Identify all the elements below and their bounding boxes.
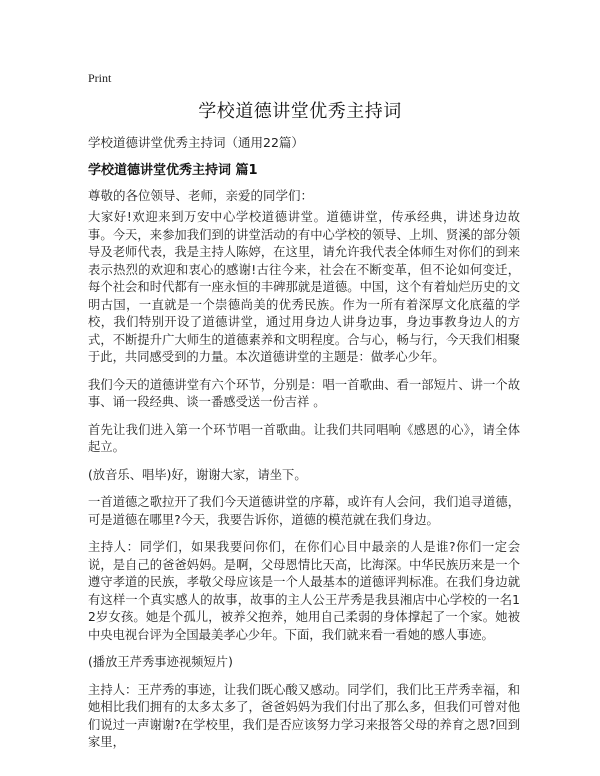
- paragraph: 大家好!欢迎来到万安中心学校道德讲堂。道德讲堂，传承经典，讲述身边故事。今天，来参加我们到的讲堂活动的有中心学校的领导、上圳、贤溪的部分领导及老师代表，我是主持人陈婷，在这里，请允许我代表全体师生对你们的到来表示热烈的欢迎和衷心的感谢!古往今来，社会在不断变革，但不论如何变迁，每个社会和时代都有一座永恒的丰碑那就是道德。中国，这个有着灿烂历史的文明古国，一直就是一个崇德尚美的优秀民族。作为一所有着深厚文化底蕴的学校，我们特别开设了道德讲堂，通过用身边人讲身边事，身边事教身边人的方式，不断提升广大师生的道德素养和文明程度。合与心，畅与行，今天我们相聚于此，共同感受到的力量。本次道德讲堂的主题是：做孝心少年。: [88, 210, 520, 364]
- paragraph: 一首道德之歌拉开了我们今天道德讲堂的序幕，或许有人会问，我们追寻道德，可是道德在哪里?今天，我要告诉你，道德的模范就在我们身边。: [88, 495, 520, 527]
- paragraph: (放音乐、唱毕)好，谢谢大家，请坐下。: [88, 467, 307, 482]
- paragraph: 首先让我们进入第一个环节唱一首歌曲。让我们共同唱响《感恩的心》，请全体起立。: [88, 422, 520, 454]
- paragraph: (播放王芹秀事迹视频短片): [88, 655, 233, 669]
- paragraph: 主持人：王芹秀的事迹，让我们既心酸又感动。同学们，我们比王芹秀幸福，和她相比我们拥有的太多太多了，爸爸妈妈为我们付出了那么多，但我们可曾对他们说过一声谢谢?在学校里，我们是否应该努力学习来报答父母的养育之恩?回到家里，: [88, 682, 520, 749]
- paragraph: 主持人：同学们，如果我要问你们，在你们心目中最亲的人是谁?你们一定会说，是自己的爸爸妈妈。是啊，父母恩情比天高，比海深。中华民族历来是一个遵守孝道的民族，孝敬父母应该是一个人最基本的道德评判标准。在我们身边就有这样一个真实感人的故事，故事的主人公王芹秀是我县湘店中心学校的一名12岁女孩。她是个孤儿，被养父抱养，她用自己柔弱的身体撑起了一个家。她被中央电视台评为全国最美孝心少年。下面，我们就来看一看她的感人事迹。: [88, 540, 520, 642]
- body-text: [88, 209, 520, 762]
- greeting-line: 尊敬的各位领导、老师，亲爱的同学们：: [88, 188, 314, 203]
- document-subtitle: 学校道德讲堂优秀主持词（通用22篇）: [88, 135, 304, 150]
- print-link[interactable]: Print: [88, 71, 112, 85]
- page-title: 学校道德讲堂优秀主持词: [198, 101, 402, 122]
- section-heading: 学校道德讲堂优秀主持词 篇1: [88, 163, 258, 178]
- paragraph: 我们今天的道德讲堂有六个环节，分别是：唱一首歌曲、看一部短片、讲一个故事、诵一段经典、谈一番感受送一份吉祥 。: [88, 377, 520, 409]
